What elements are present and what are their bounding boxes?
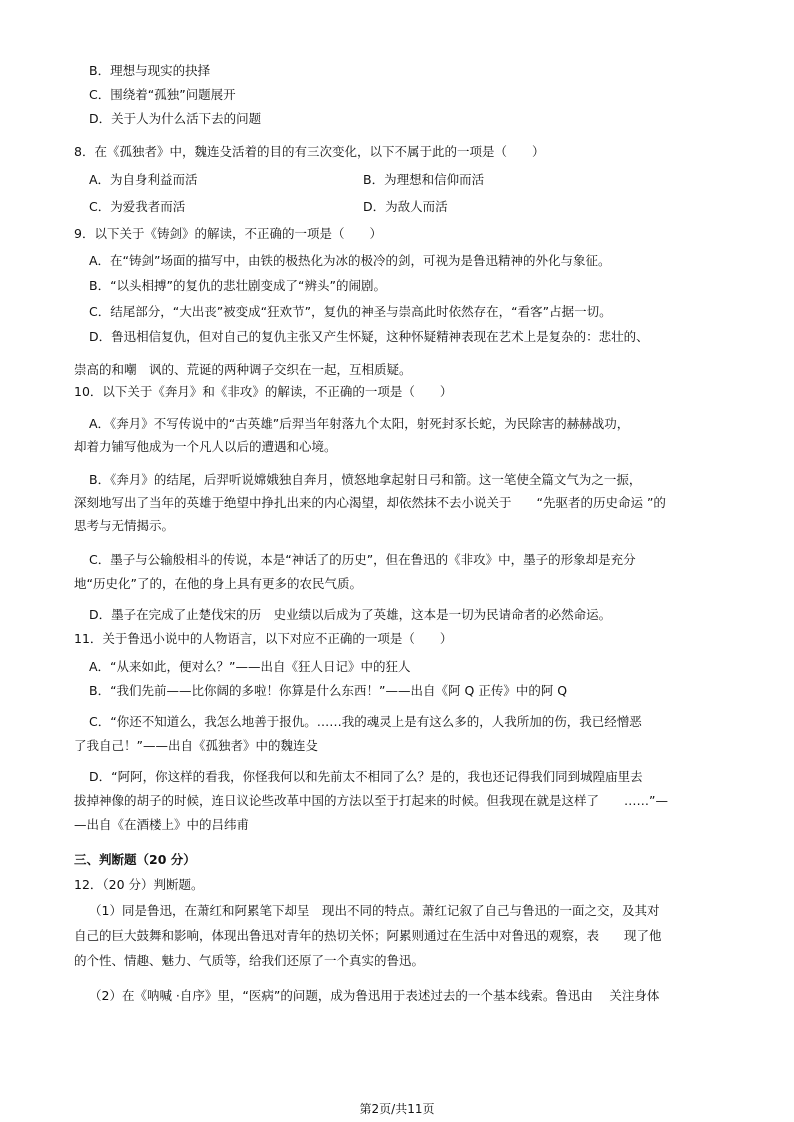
q8-option-d: D．为敌人而活 bbox=[363, 199, 448, 214]
q7-option-b: B．理想与现实的抉择 bbox=[89, 63, 211, 78]
q8-option-c: C．为爱我者而活 bbox=[89, 199, 186, 214]
section-heading: 三、判断题（20 分） bbox=[74, 852, 196, 867]
q9-stem: 9．以下关于《铸剑》的解读，不正确的一项是（ ） bbox=[74, 226, 382, 241]
q9-line: 崇高的和嘲 讽的、荒诞的两种调子交织在一起，互相质疑。 bbox=[74, 362, 412, 377]
q12-line: 的个性、情趣、魅力、气质等，给我们还原了一个真实的鲁迅。 bbox=[74, 953, 425, 968]
q11-line: —出自《在酒楼上》中的吕纬甫 bbox=[74, 817, 250, 832]
q8-option-b: B．为理想和信仰而活 bbox=[363, 172, 485, 187]
page-number: 第2页/共11页 bbox=[359, 1102, 435, 1116]
q9-line: B．“以头相搏”的复仇的悲壮剧变成了“辨头”的闹剧。 bbox=[89, 278, 386, 293]
q10-line: A．《奔月》不写传说中的“古英雄”后羿当年射落九个太阳，射死封豕长蛇，为民除害的赫赫战功， bbox=[89, 416, 630, 431]
q11-line: 拔掉神像的胡子的时候，连日议论些改革中国的方法以至于打起来的时候。但我现在就是这样了 ……”— bbox=[74, 793, 668, 808]
q10-stem: 10．以下关于《奔月》和《非攻》的解读，不正确的一项是（ ） bbox=[74, 384, 453, 399]
q11-line: D．“阿阿，你这样的看我，你怪我何以和先前太不相同了么？是的，我也还记得我们同到城隍庙里去 bbox=[89, 769, 643, 784]
q12-stem: 12．（20 分）判断题。 bbox=[74, 877, 204, 892]
q8-stem: 8．在《孤独者》中，魏连殳活着的目的有三次变化，以下不属于此的一项是（ ） bbox=[74, 144, 545, 159]
q10-line: 深刻地写出了当年的英雄于绝望中挣扎出来的内心渴望，却依然抹不去小说关于 “先驱者的历史命运 ”的 bbox=[74, 495, 666, 510]
q8-option-a: A．为自身利益而活 bbox=[89, 172, 198, 187]
q10-line: C．墨子与公输般相斗的传说，本是“神话了的历史”，但在鲁迅的《非攻》中，墨子的形象却是充分 bbox=[89, 552, 636, 567]
q10-line: 却着力铺写他成为一个凡人以后的遭遇和心境。 bbox=[74, 439, 337, 454]
q12-line: （1）同是鲁迅，在萧红和阿累笔下却呈 现出不同的特点。萧红记叙了自己与鲁迅的一面之交，及其对 bbox=[89, 903, 660, 918]
q9-line: A．在“铸剑”场面的描写中，由铁的极热化为冰的极冷的剑，可视为是鲁迅精神的外化与象征。 bbox=[89, 253, 611, 268]
q9-line: D．鲁迅相信复仇，但对自己的复仇主张又产生怀疑，这种怀疑精神表现在艺术上是复杂的：悲壮的、 bbox=[89, 329, 649, 344]
q12-line: （2）在《呐喊 ·自序》里，“医病”的问题，成为鲁迅用于表述过去的一个基本线索。鲁迅由 关注身体 bbox=[89, 988, 660, 1003]
q12-line: 自己的巨大鼓舞和影响，体现出鲁迅对青年的热切关怀；阿累则通过在生活中对鲁迅的观察，表 现了他 bbox=[74, 928, 662, 943]
q7-option-c: C．围绕着“孤独”问题展开 bbox=[89, 87, 236, 102]
q11-line: 了我自己！”——出自《孤独者》中的魏连殳 bbox=[74, 738, 318, 753]
q11-stem: 11．关于鲁迅小说中的人物语言，以下对应不正确的一项是（ ） bbox=[74, 631, 453, 646]
q11-line: C．“你还不知道么，我怎么地善于报仇。……我的魂灵上是有这么多的，人我所加的伤，我已经憎恶 bbox=[89, 714, 642, 729]
q10-line: D．墨子在完成了止楚伐宋的历 史业绩以后成为了英雄，这本是一切为民请命者的必然命运。 bbox=[89, 607, 612, 622]
q11-line: B．“我们先前——比你阔的多啦！你算是什么东西！”——出自《阿 Q 正传》中的阿 Q bbox=[89, 683, 568, 698]
q10-line: 地“历史化”了的，在他的身上具有更多的农民气质。 bbox=[74, 576, 362, 591]
q10-line: B．《奔月》的结尾，后羿听说嫦娥独自奔月，愤怒地拿起射日弓和箭。这一笔使全篇文气为之一振， bbox=[89, 472, 642, 487]
q7-option-d: D．关于人为什么活下去的问题 bbox=[89, 111, 262, 126]
q10-line: 思考与无情揭示。 bbox=[74, 518, 175, 533]
q9-line: C．结尾部分，“大出丧”被变成“狂欢节”，复仇的神圣与崇高此时依然存在，“看客”占据一切。 bbox=[89, 304, 612, 319]
q11-line: A．“从来如此，便对么？”——出自《狂人日记》中的狂人 bbox=[89, 659, 411, 674]
